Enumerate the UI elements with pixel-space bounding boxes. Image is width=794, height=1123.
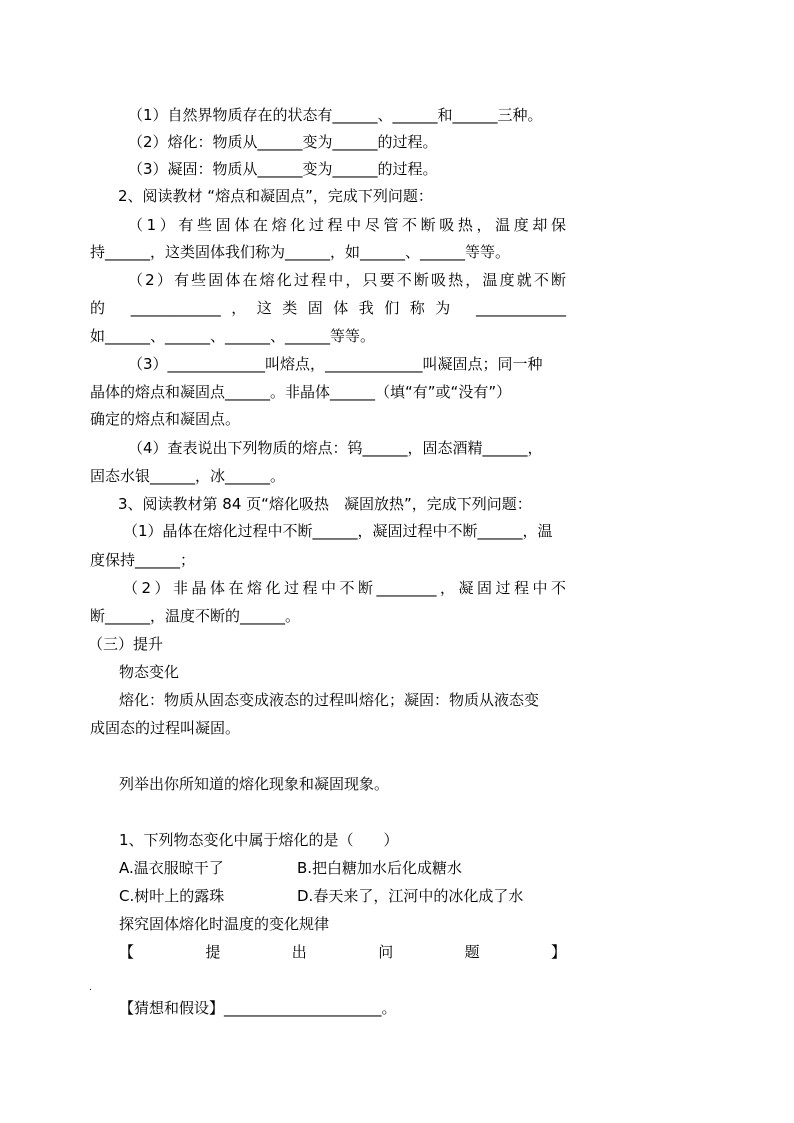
line-2: （2）熔化：物质从______变为______的过程。 <box>128 133 438 151</box>
line-30: 探究固体熔化时温度的变化规律 <box>119 915 330 933</box>
option-b: B.把白糖加水后化成糖水 <box>297 859 463 877</box>
line-4: 2、阅读教材 “熔点和凝固点”，完成下列问题： <box>118 187 433 205</box>
line-1: （1）自然界物质存在的状态有______、______和______三种。 <box>128 106 543 124</box>
subheading: 物态变化 <box>119 663 180 681</box>
line-16: （1）晶体在熔化过程中不断______，凝固过程中不断______，温 <box>123 522 553 540</box>
question-1: 1、下列物态变化中属于熔化的是（ ） <box>119 831 399 849</box>
section-heading: （三）提升 <box>88 635 164 653</box>
line-12: 确定的熔点和凝固点。 <box>90 410 241 428</box>
line-32: 【猜想和假设】_____________________。 <box>119 999 397 1017</box>
option-a: A.温衣服晾干了 <box>119 859 224 877</box>
line-23: 成固态的过程叫凝固。 <box>90 719 241 737</box>
line-11: 晶体的熔点和凝固点______。非晶体______（填“有”或“没有”） <box>90 383 512 401</box>
line-24: 列举出你所知道的熔化现象和凝固现象。 <box>119 775 390 793</box>
line-10: （3）_____________叫熔点，_____________叫凝固点；同一种 <box>128 355 543 373</box>
option-d: D.春天来了，江河中的冰化成了水 <box>297 887 524 905</box>
option-c: C.树叶上的露珠 <box>119 887 225 905</box>
line-19: 断______，温度不断的______。 <box>90 607 301 625</box>
line-18: （2）非晶体在熔化过程中不断________，凝固过程中不 <box>123 579 566 597</box>
line-22: 熔化：物质从固态变成液态的过程叫熔化；凝固：物质从液态变 <box>119 691 540 709</box>
line-13: （4）查表说出下列物质的熔点：钨______，固态酒精______， <box>128 439 543 457</box>
stray-dot: . <box>89 983 92 993</box>
line-8: 的 ____________，这类固体我们称为 ____________ <box>90 299 566 317</box>
line-5: （1）有些固体在熔化过程中尽管不断吸热，温度却保 <box>128 216 566 234</box>
line-14: 固态水银______，冰______。 <box>90 467 286 485</box>
line-6: 持______，这类固体我们称为______，如______、______等等。 <box>90 243 511 261</box>
line-15: 3、阅读教材第 84 页“熔化吸热 凝固放热”，完成下列问题： <box>118 495 532 513</box>
line-7: （2）有些固体在熔化过程中，只要不断吸热，温度就不断 <box>128 271 566 289</box>
line-3: （3）凝固：物质从______变为______的过程。 <box>128 160 438 178</box>
line-17: 度保持______； <box>90 551 196 569</box>
line-9: 如______、______、______、______等等。 <box>90 327 376 345</box>
heading-question: 【 提 出 问 题 】 <box>119 943 566 961</box>
